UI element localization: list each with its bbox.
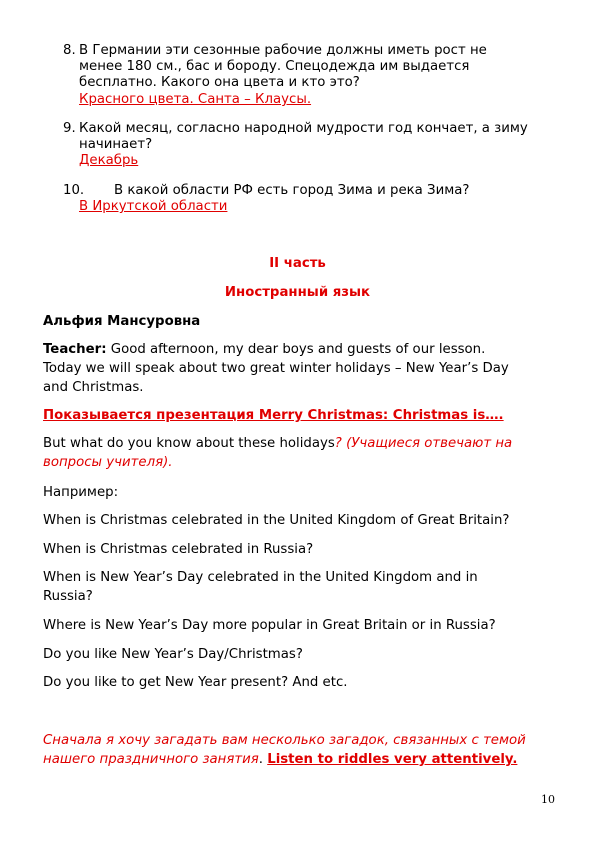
riddles-line <box>43 750 517 770</box>
answer-text: Декабрь <box>79 153 139 168</box>
example-question: Russia? <box>43 589 93 604</box>
example-label: Например: <box>43 485 119 500</box>
speaker-label: Teacher: <box>43 342 107 357</box>
question-line: В какой области РФ есть город Зима и река Зима? <box>114 183 470 198</box>
question-line: Какой месяц, согласно народной мудрости год кончает, а зиму <box>79 121 528 136</box>
question-number: 9. <box>63 121 76 136</box>
example-question: When is Christmas celebrated in Russia? <box>43 542 314 557</box>
example-question: Do you like New Year’s Day/Christmas? <box>43 647 303 662</box>
teacher-speech-line <box>43 340 485 360</box>
subject-heading: Иностранный язык <box>224 285 371 300</box>
example-question: When is Christmas celebrated in the United Kingdom of Great Britain? <box>43 513 510 528</box>
teacher-speech-line: and Christmas. <box>43 380 144 395</box>
teacher-speech-line: Today we will speak about two great winter holidays – New Year’s Day <box>43 361 509 376</box>
prompt-line <box>43 434 512 454</box>
teacher-name: Альфия Мансуровна <box>43 314 201 329</box>
speech-text: Good afternoon, my dear boys and guests of our lesson. <box>106 342 486 357</box>
part-heading: II часть <box>269 256 326 271</box>
question-line: начинает? <box>79 137 153 152</box>
question-number: 8. <box>63 43 76 58</box>
answer-text: В Иркутской области <box>79 199 228 214</box>
riddles-dot: . <box>258 752 268 767</box>
riddles-text: нашего праздничного занятия <box>43 752 259 767</box>
example-question: When is New Year’s Day celebrated in the United Kingdom and in <box>43 570 478 585</box>
example-question: Do you like to get New Year present? And etc. <box>43 675 348 690</box>
prompt-note: ? (Учащиеся отвечают на <box>334 436 513 451</box>
riddles-instruction: Listen to riddles very attentively. <box>267 752 518 767</box>
prompt-text: But what do you know about these holidays <box>43 436 335 451</box>
question-line: менее 180 см., бас и бороду. Спецодежда им выдается <box>79 59 470 74</box>
prompt-note: вопросы учителя). <box>43 455 173 470</box>
question-number: 10. <box>63 183 85 198</box>
riddles-line: Сначала я хочу загадать вам несколько загадок, связанных с темой <box>43 733 526 748</box>
question-line: В Германии эти сезонные рабочие должны иметь рост не <box>79 43 487 58</box>
answer-text: Красного цвета. Санта – Клаусы. <box>79 92 312 107</box>
page-number: 10 <box>541 793 555 806</box>
presentation-note: Показывается презентация Merry Christmas: Christmas is…. <box>43 408 504 423</box>
question-line: бесплатно. Какого она цвета и кто это? <box>79 75 360 90</box>
example-question: Where is New Year’s Day more popular in Great Britain or in Russia? <box>43 618 496 633</box>
